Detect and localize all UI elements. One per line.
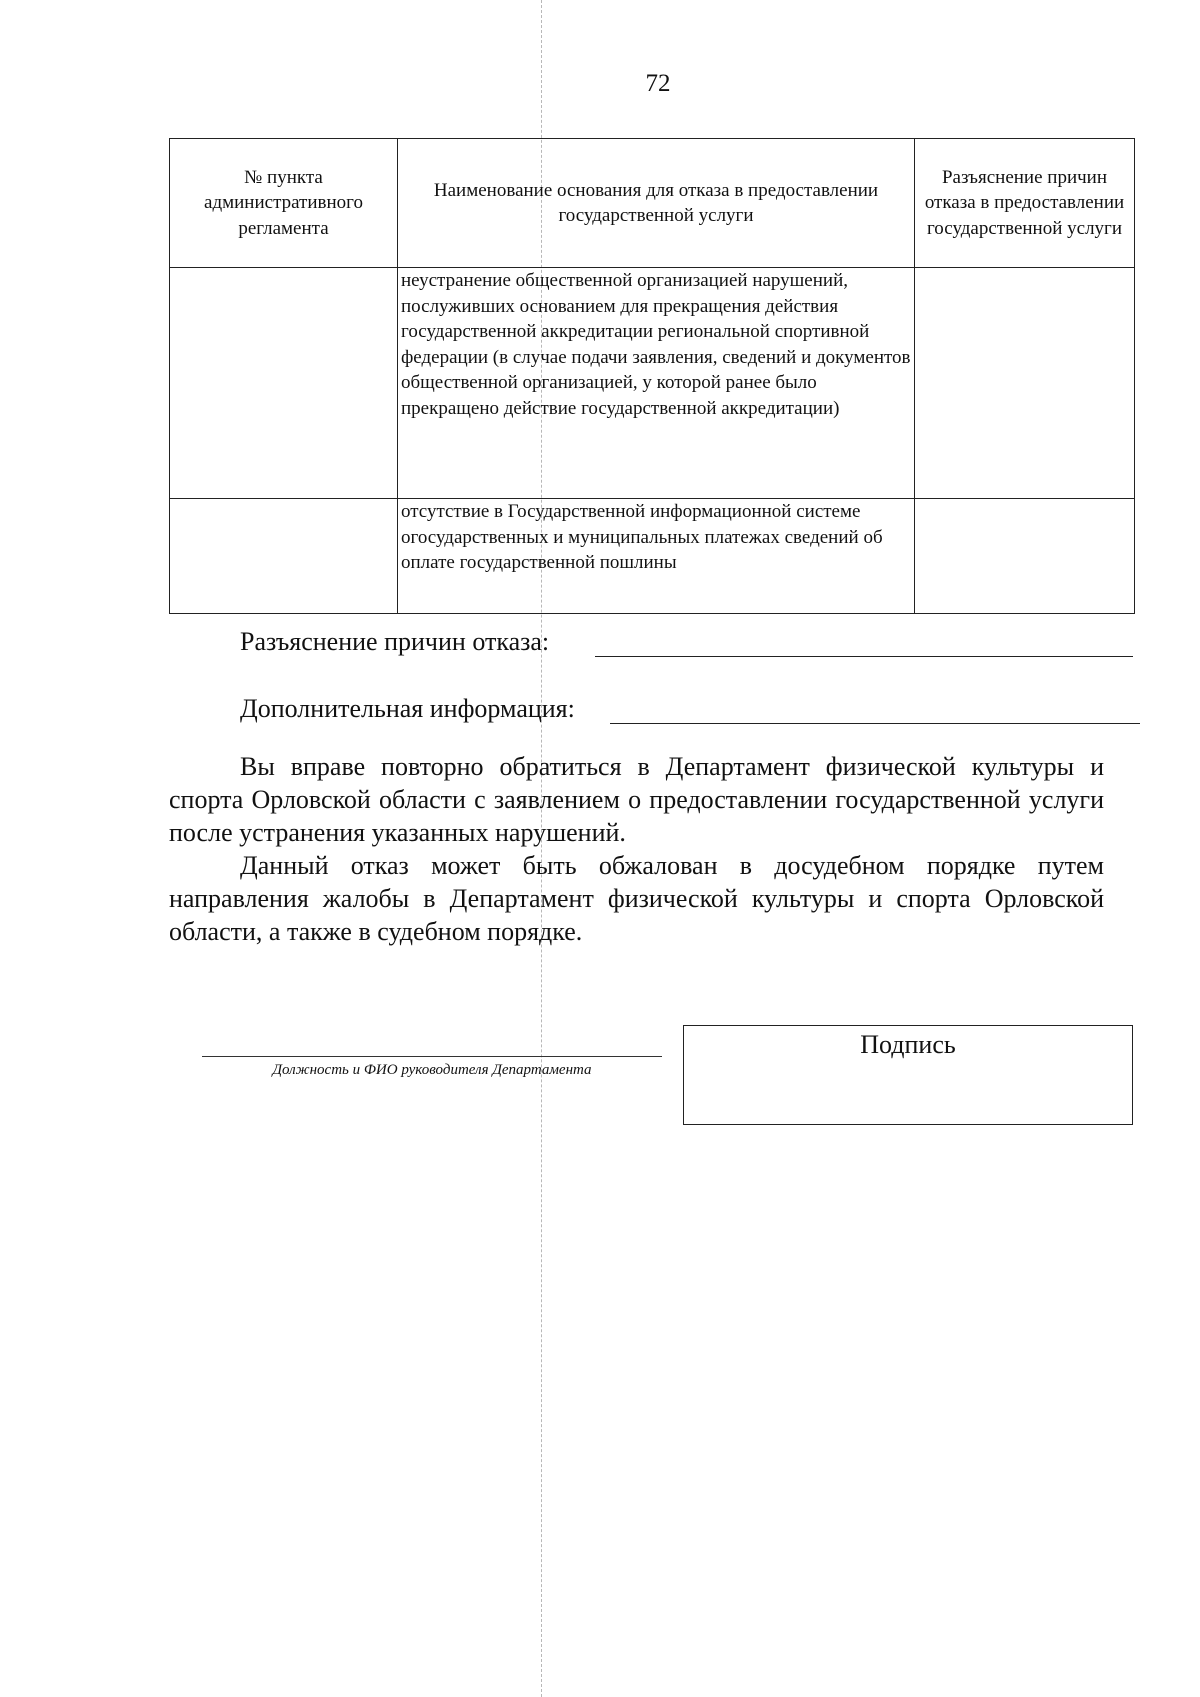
signer-line (202, 1056, 662, 1057)
header-refusal-explanation: Разъяснение причин отказа в предоставлении государственной услуги (915, 139, 1135, 268)
table-cell-reason: отсутствие в Государственной информационной системе огосударственных и муниципальных платежах сведений об оплате государственной пошлины (398, 499, 915, 614)
table-cell-point (170, 499, 398, 614)
table-cell-explanation (915, 499, 1135, 614)
table-cell-explanation (915, 268, 1135, 499)
reapply-paragraph: Вы вправе повторно обратиться в Департамент физической культуры и спорта Орловской области с заявлением о предоставлении государственной услуги после устранения указанных нарушений. (169, 752, 1104, 847)
header-refusal-ground: Наименование основания для отказа в предоставлении государственной услуги (398, 139, 915, 268)
signature-label: Подпись (860, 1030, 956, 1059)
table-cell-reason: неустранение общественной организацией нарушений, послуживших основанием для прекращения действия государственной аккредитации региональной спортивной федерации (в случае подачи заявления, сведений и документов общественной организацией, у которой ранее было прекращено действие государственной аккредитации) (398, 268, 915, 499)
appeal-paragraph: Данный отказ может быть обжалован в досудебном порядке путем направления жалобы в Департамент физической культуры и спорта Орловской области, а также в судебном порядке. (169, 851, 1104, 946)
page-number: 72 (645, 70, 671, 97)
table-cell-point (170, 268, 398, 499)
refusal-grounds-table (169, 138, 1135, 614)
additional-info-label: Дополнительная информация: (240, 694, 575, 723)
explanation-label: Разъяснение причин отказа: (240, 627, 550, 656)
signer-caption: Должность и ФИО руководителя Департамента (272, 1062, 592, 1078)
table-row (170, 499, 1135, 614)
explanation-blank-line (595, 656, 1133, 657)
signature-box (683, 1025, 1133, 1125)
header-point-number: № пункта административного регламента (170, 139, 398, 268)
table-header-row (170, 139, 1135, 268)
table-row (170, 268, 1135, 499)
additional-info-blank-line (610, 723, 1140, 724)
